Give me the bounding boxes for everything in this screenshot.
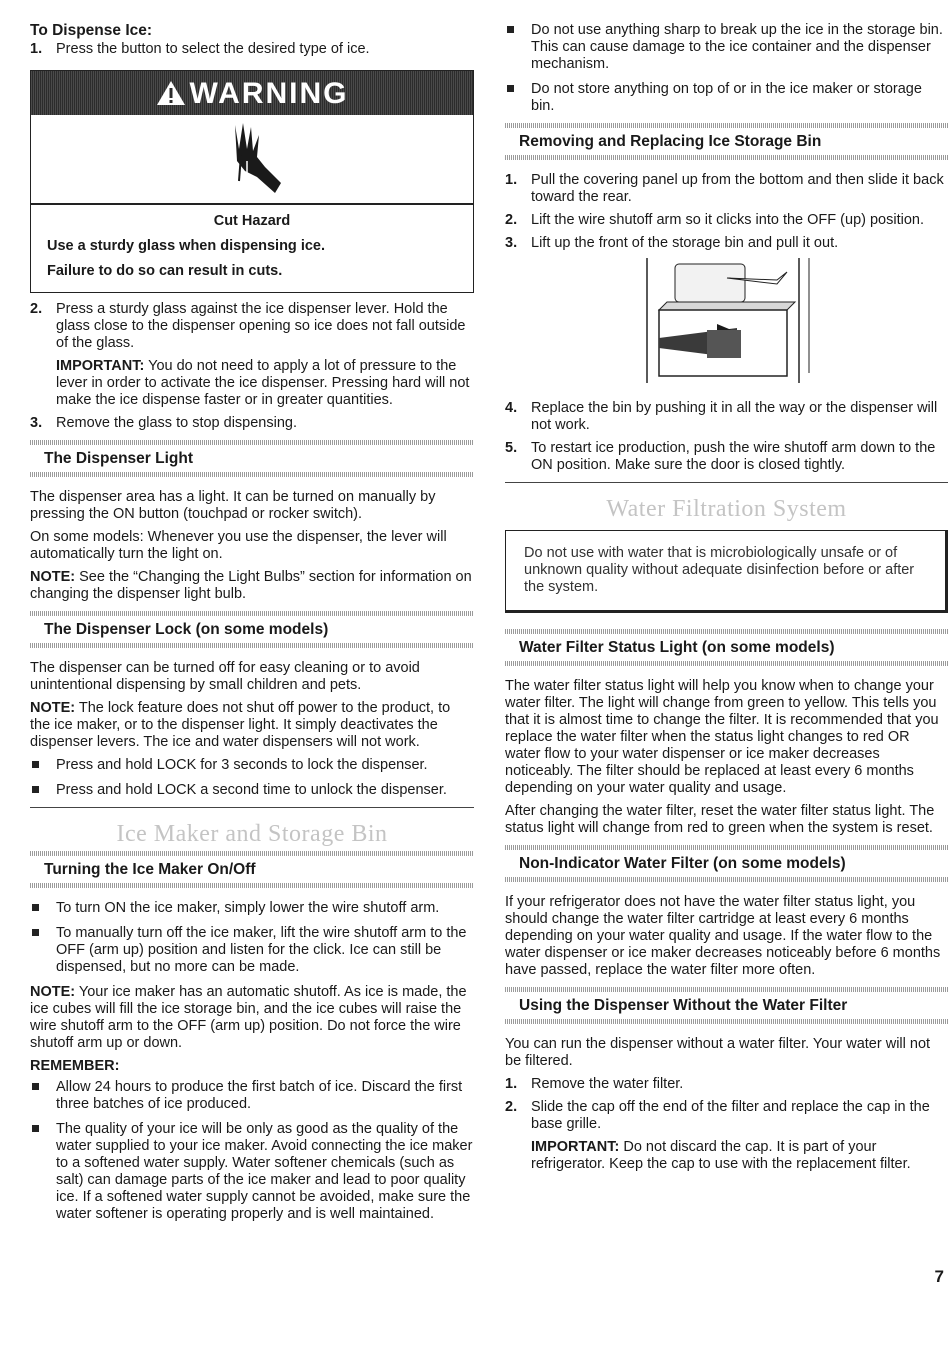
list-item: Press and hold LOCK for 3 seconds to lock the dispenser.: [30, 757, 474, 774]
divider-stripe: [505, 661, 948, 666]
subheading-block: [505, 987, 948, 1024]
subheading-block: [30, 611, 474, 648]
note-text: Your ice maker has an automatic shutoff. As ice is made, the ice cubes will fill the ice storage bin, and the ice cubes will raise the wire shutoff arm to the OFF (arm up) position. Do not force the wire shutoff arm up or down.: [30, 984, 467, 1051]
right-column: [505, 22, 948, 1179]
remember-bullets: [30, 1079, 474, 1223]
step-number: 5.: [505, 440, 518, 456]
paragraph: The dispenser area has a light. It can be turned on manually by pressing the ON button (touchpad or rocker switch).: [30, 489, 436, 522]
step-text: Lift up the front of the storage bin and pull it out.: [531, 235, 839, 251]
note-label: NOTE:: [30, 569, 76, 585]
non-indicator-heading: Non-Indicator Water Filter (on some models): [519, 855, 846, 872]
paragraph: On some models: Whenever you use the dispenser, the lever will automatically turn the light on.: [30, 529, 447, 562]
step-number: 1.: [30, 41, 43, 57]
step-1: [505, 1076, 948, 1093]
step-1: [505, 172, 948, 206]
ice-bin-illustration: [637, 258, 817, 388]
list-item: The quality of your ice will be only as good as the quality of the water supplied to your ice maker. Avoid connecting the ice maker to a softened water supply. Water softener chemicals (such as salt) can damage parts of the ice maker and lead to poor quality ice. If a softened water supply cannot be avoided, make sure the water softener is operating properly and is well maintained.: [30, 1121, 474, 1223]
warning-line-1: Use a sturdy glass when dispensing ice.: [47, 238, 326, 254]
ice-maker-onoff-heading: Turning the Ice Maker On/Off: [44, 861, 256, 878]
divider-stripe: [30, 472, 474, 477]
note-label: NOTE:: [30, 700, 76, 716]
subheading-block: [505, 845, 948, 882]
without-filter-heading: Using the Dispenser Without the Water Filter: [519, 997, 848, 1014]
step-4: [505, 400, 948, 434]
ice-maker-section-title: Ice Maker and Storage Bin: [116, 821, 388, 847]
step-number: 3.: [505, 235, 518, 251]
step-2: [505, 212, 948, 229]
filter-status-heading: Water Filter Status Light (on some models): [519, 639, 835, 656]
step-number: 4.: [505, 400, 518, 416]
list-item: Press and hold LOCK a second time to unlock the dispenser.: [30, 782, 474, 799]
bin-steps: [505, 172, 948, 252]
without-filter-steps: [505, 1076, 948, 1173]
left-column: [30, 22, 474, 1231]
paragraph: After changing the water filter, reset the water filter status light. The status light will change from red to green when the system is reset.: [505, 803, 935, 836]
dispense-steps-cont: [30, 301, 474, 432]
step-text: Remove the water filter.: [531, 1076, 684, 1092]
paragraph: If your refrigerator does not have the water filter status light, you should change the water filter cartridge at least every 6 months depending on your water quality and usage. If the water flow to the water dispenser or ice maker decreases noticeably before 6 months have passed, replace the water filter more often.: [505, 894, 941, 978]
dispenser-lock-heading: The Dispenser Lock (on some models): [44, 621, 329, 638]
step-number: 1.: [505, 1076, 518, 1092]
subheading-block: [505, 123, 948, 160]
step-text: Slide the cap off the end of the filter and replace the cap in the base grille.: [531, 1099, 930, 1132]
step-text: To restart ice production, push the wire shutoff arm down to the ON position. Make sure the door is closed tightly.: [531, 440, 936, 473]
step-number: 3.: [30, 415, 43, 431]
step-1: [30, 41, 474, 58]
storage-bin-heading: Removing and Replacing Ice Storage Bin: [519, 133, 822, 150]
safety-notice-box: [505, 530, 948, 613]
list-item: Allow 24 hours to produce the first batch of ice. Discard the first three batches of ice produced.: [30, 1079, 474, 1113]
warning-triangle-icon: [156, 80, 186, 106]
page-number: 7: [934, 1267, 944, 1286]
important-text: Do not discard the cap. It is part of your refrigerator. Keep the cap to use with the replacement filter.: [531, 1139, 911, 1172]
note: [30, 569, 474, 603]
subheading-block: [30, 851, 474, 888]
warning-box: [30, 70, 474, 293]
step-text: Pull the covering panel up from the bottom and then slide it back toward the rear.: [531, 172, 944, 205]
paragraph: The dispenser can be turned off for easy cleaning or to avoid unintentional dispensing by small children and pets.: [30, 660, 420, 693]
onoff-bullets: [30, 900, 474, 976]
step-2: [30, 301, 474, 409]
step-3: [505, 235, 948, 252]
subheading-block: [505, 629, 948, 666]
important-note: [56, 358, 474, 409]
step-number: 1.: [505, 172, 518, 188]
remember-label: REMEMBER:: [30, 1058, 120, 1074]
paragraph: You can run the dispenser without a water filter. Your water will not be filtered.: [505, 1036, 931, 1069]
warning-line-2: Failure to do so can result in cuts.: [47, 263, 283, 279]
warning-text: [31, 205, 473, 292]
note-label: NOTE:: [30, 984, 76, 1000]
important-note: [531, 1139, 948, 1173]
step-text: Press a sturdy glass against the ice dispenser lever. Hold the glass close to the dispenser opening so ice does not fall outside of the glass.: [56, 301, 466, 351]
list-item: Do not store anything on top of or in the ice maker or storage bin.: [505, 81, 948, 115]
note: [30, 984, 474, 1052]
dispense-steps: [30, 41, 474, 58]
bin-steps-cont: [505, 400, 948, 474]
important-text: You do not need to apply a lot of pressure to the lever in order to activate the ice dispenser. Pressing hard will not make the ice dispense faster or in greater quantities.: [56, 358, 470, 408]
important-label: IMPORTANT:: [531, 1139, 620, 1155]
step-3: [30, 415, 474, 432]
section-rule: [505, 482, 948, 483]
note-text: See the “Changing the Light Bulbs” section for information on changing the dispenser light bulb.: [30, 569, 472, 602]
subheading-block: [30, 440, 474, 477]
list-item: To manually turn off the ice maker, lift the wire shutoff arm to the OFF (arm up) position and listen for the click. Ice can still be dispensed, but no more can be made.: [30, 925, 474, 976]
hazard-title: Cut Hazard: [213, 213, 291, 229]
warning-banner-text: WARNING: [189, 76, 349, 110]
step-number: 2.: [505, 212, 518, 228]
step-text: Replace the bin by pushing it in all the way or the dispenser will not work.: [531, 400, 938, 433]
step-text: Press the button to select the desired type of ice.: [56, 41, 370, 57]
dispense-ice-heading: To Dispense Ice:: [30, 22, 153, 39]
step-2: [505, 1099, 948, 1173]
cut-hazard-icon: [217, 121, 287, 197]
warning-banner: [31, 71, 473, 115]
list-item: To turn ON the ice maker, simply lower the wire shutoff arm.: [30, 900, 474, 917]
step-number: 2.: [505, 1099, 518, 1115]
divider-stripe: [30, 643, 474, 648]
section-rule: [30, 807, 474, 808]
divider-stripe: [505, 877, 948, 882]
storage-bin-figure: [505, 258, 948, 388]
note-text: The lock feature does not shut off power to the product, to the ice maker, or to the dispenser light. It simply deactivates the dispenser levers. The ice and water dispensers will not work.: [30, 700, 451, 750]
paragraph: The water filter status light will help you know when to change your water filter. The light will change from green to yellow. This tells you that it is almost time to change the filter. It is recommended that you replace the water filter when the status light changes to red OR water flow to your water dispenser or ice maker decreases noticeably. The filter should be replaced at least every 6 months depending on your water quality and usage.: [505, 678, 939, 796]
list-item: Do not use anything sharp to break up the ice in the storage bin. This can cause damage to the ice container and the dispenser mechanism.: [505, 22, 948, 73]
step-5: [505, 440, 948, 474]
step-text: Lift the wire shutoff arm so it clicks into the OFF (up) position.: [531, 212, 924, 228]
water-filtration-section-title: Water Filtration System: [606, 496, 847, 522]
divider-stripe: [505, 155, 948, 160]
step-number: 2.: [30, 301, 43, 317]
lock-bullets: [30, 757, 474, 799]
step-text: Remove the glass to stop dispensing.: [56, 415, 297, 431]
top-bullets: [505, 22, 948, 115]
divider-stripe: [30, 883, 474, 888]
divider-stripe: [505, 1019, 948, 1024]
safety-notice-text: Do not use with water that is microbiologically unsafe or of unknown quality without adequate disinfection before or after the system.: [524, 545, 915, 595]
dispenser-light-heading: The Dispenser Light: [44, 450, 193, 467]
warning-icon-area: [31, 115, 473, 205]
note: [30, 700, 474, 751]
important-label: IMPORTANT:: [56, 358, 145, 374]
